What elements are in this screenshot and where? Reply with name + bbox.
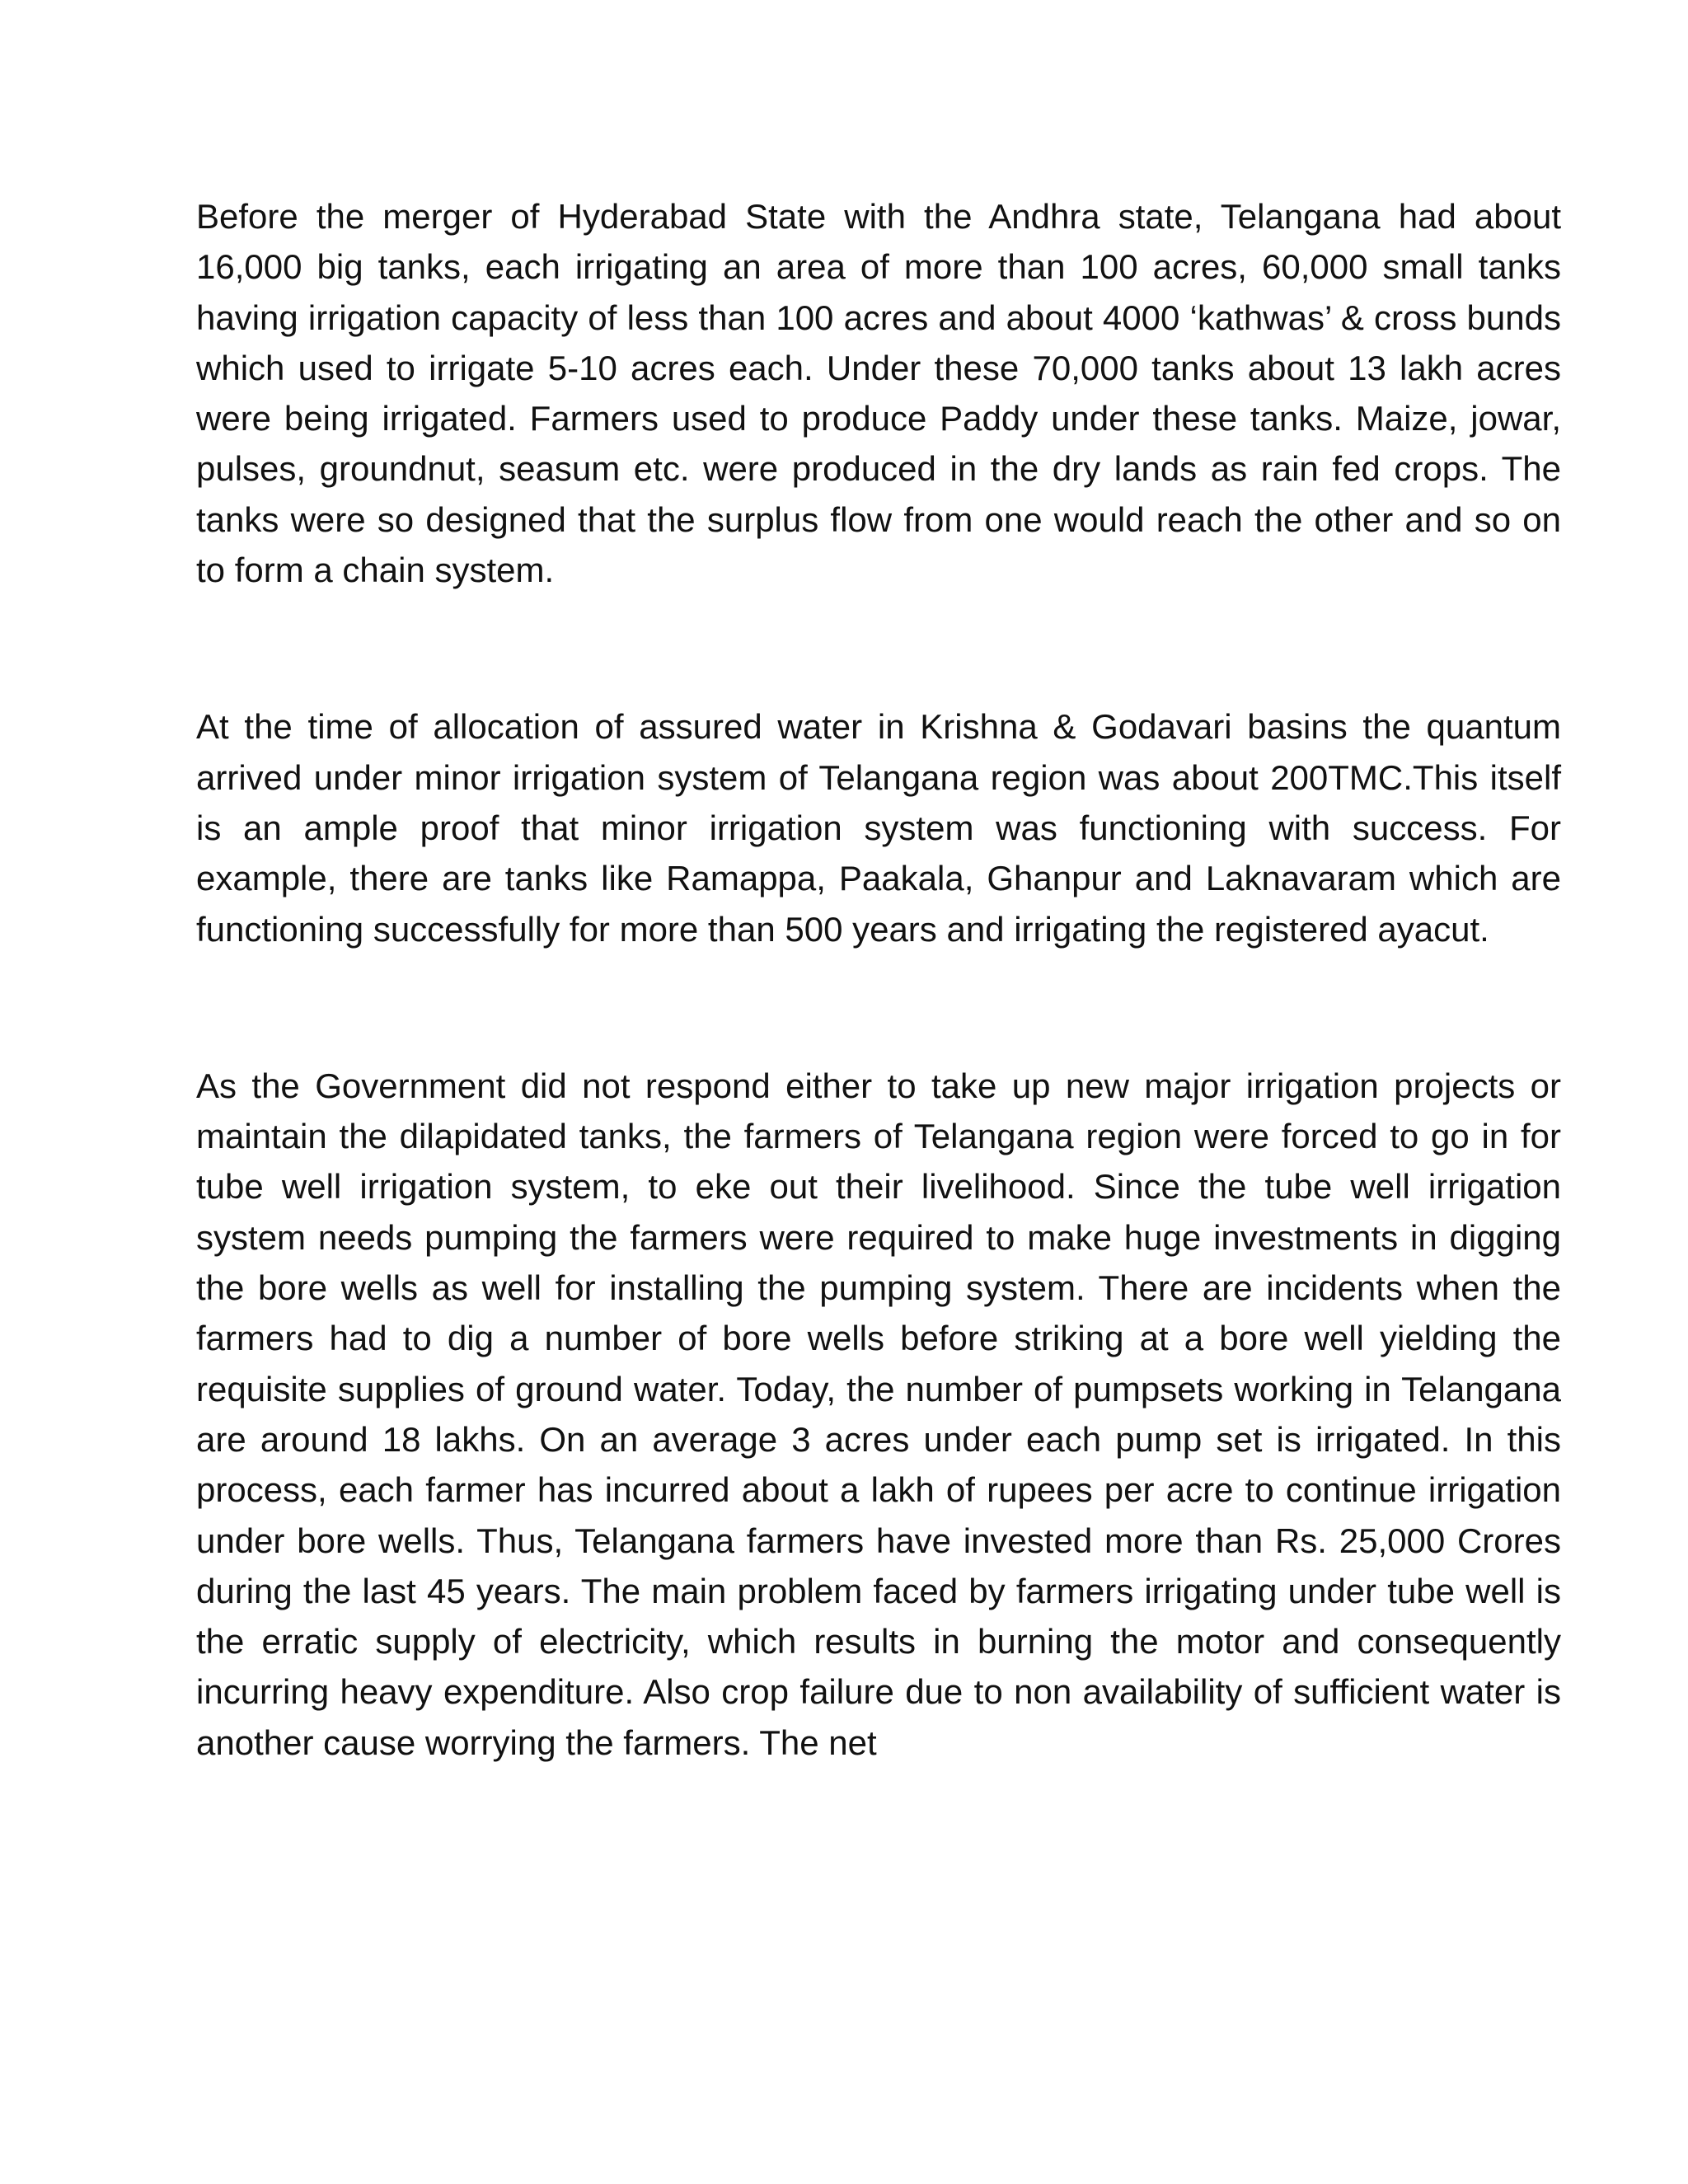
paragraph-tanks-history: Before the merger of Hyderabad State with the Andhra state, Telangana had about 16,000 big tanks, each irrigating an area of more than 100 acres, 60,000 small tanks having irrigation capacity of less than 100 acres and about 4000 ‘kathwas’ & cross bunds which used to irrigate 5-10 acres each. Under these 70,000 tanks about 13 lakh acres were being irrigated. Farmers used to produce Paddy under these tanks. Maize, jowar, pulses, groundnut, seasum etc. were produced in the dry lands as rain fed crops. The tanks were so designed that the surplus flow from one would reach the other and so on to form a chain system.	[196, 197, 1561, 590]
paragraph-tube-well-irrigation: As the Government did not respond either to take up new major irrigation projects or maintain the dilapidated tanks, the farmers of Telangana region were forced to go in for tube well irrigation system, to eke out their livelihood. Since the tube well irrigation system needs pumping the farmers were required to make huge investments in digging the bore wells as well for installing the pumping system. There are incidents when the farmers had to dig a number of bore wells before striking at a bore well yielding the requisite supplies of ground water. Today, the number of pumpsets working in Telangana are around 18 lakhs. On an average 3 acres under each pump set is irrigated. In this process, each farmer has incurred about a lakh of rupees per acre to continue irrigation under bore wells. Thus, Telangana farmers have invested more than Rs. 25,000 Crores during the last 45 years. The main problem faced by farmers irrigating under tube well is the erratic supply of electricity, which results in burning the motor and consequently incurring heavy expenditure. Also crop failure due to non availability of sufficient water is another cause worrying the farmers. The net	[196, 1066, 1561, 1762]
document-body	[196, 191, 1561, 1768]
paragraph-water-allocation: At the time of allocation of assured water in Krishna & Godavari basins the quantum arrived under minor irrigation system of Telangana region was about 200TMC.This itself is an ample proof that minor irrigation system was functioning with success. For example, there are tanks like Ramappa, Paakala, Ghanpur and Laknavaram which are functioning successfully for more than 500 years and irrigating the registered ayacut.	[196, 707, 1561, 949]
